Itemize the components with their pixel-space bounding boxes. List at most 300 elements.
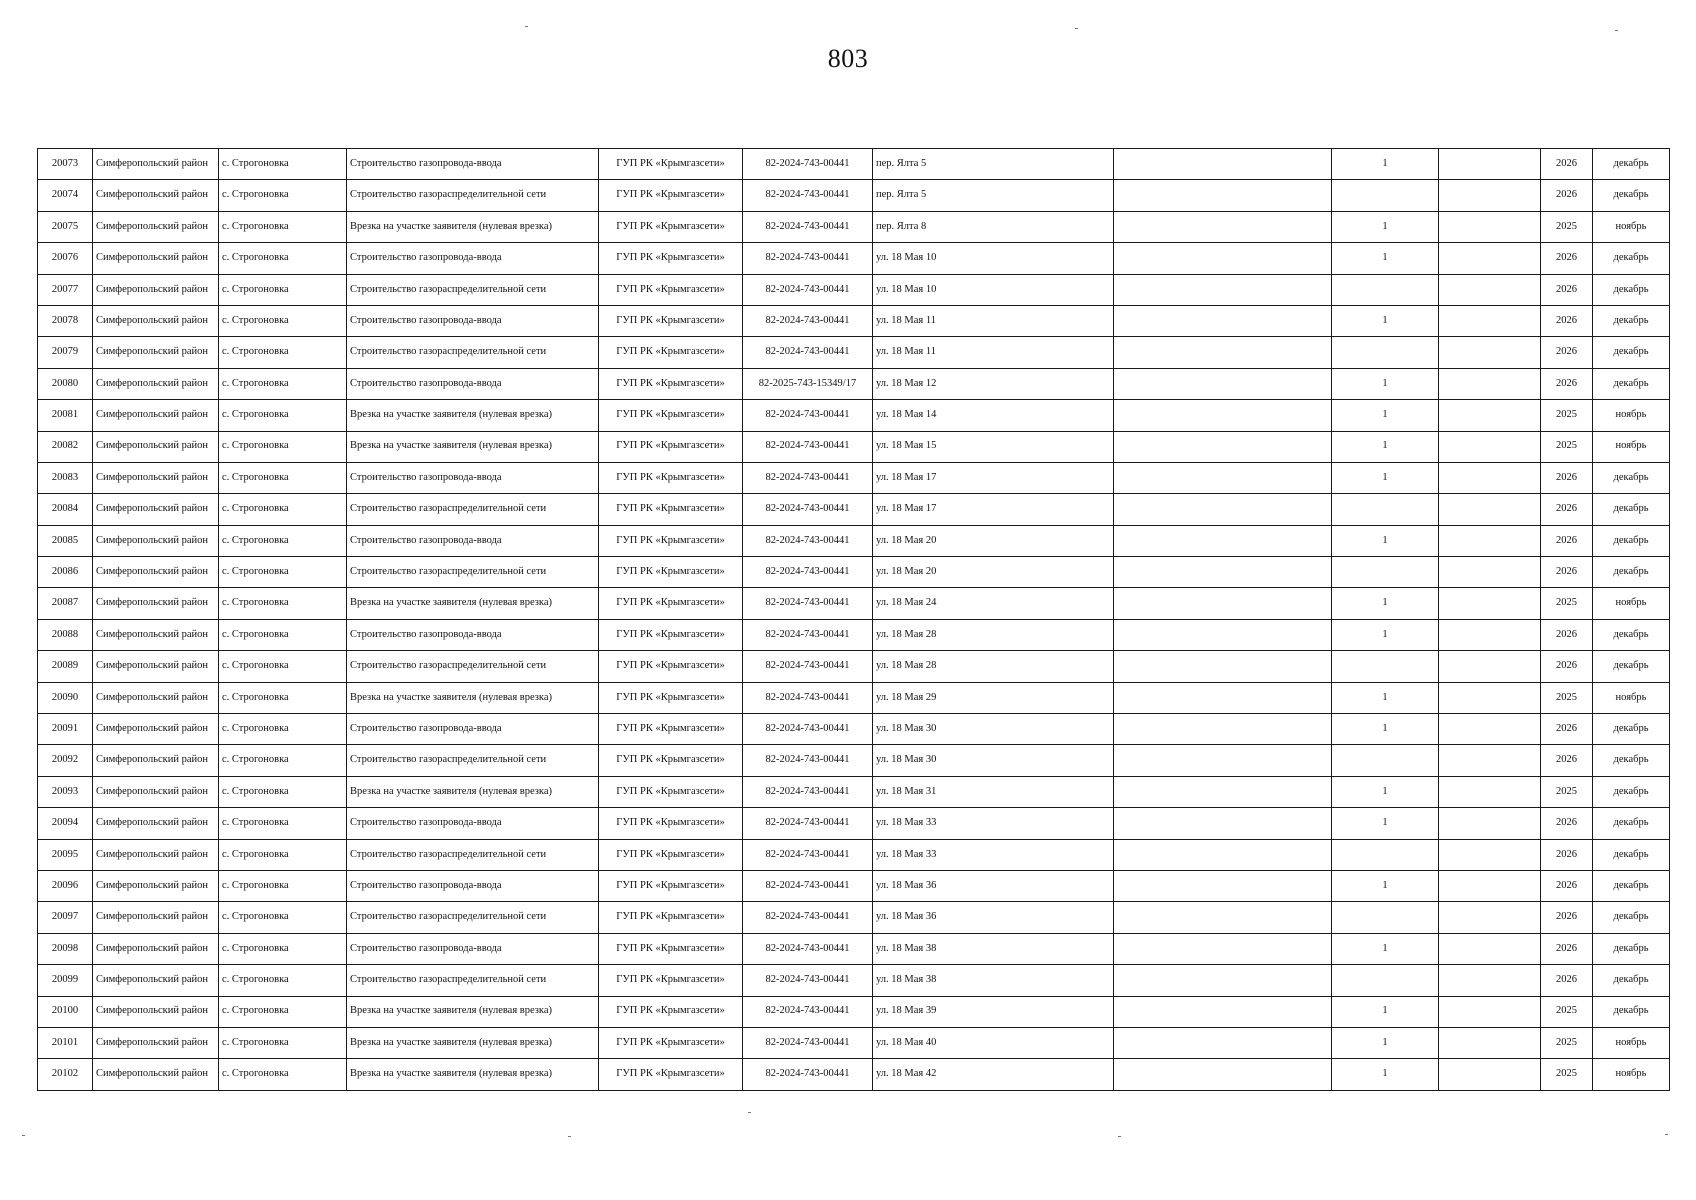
row-number: 20093: [38, 776, 93, 807]
address-cell: ул. 18 Мая 10: [873, 274, 1114, 305]
district-cell: Симферопольский район: [93, 462, 219, 493]
permit-number-cell: 82-2024-743-00441: [743, 149, 873, 180]
table-row: [38, 337, 1670, 368]
permit-number-cell: 82-2024-743-00441: [743, 1027, 873, 1058]
organization-cell: ГУП РК «Крымгазсети»: [599, 525, 743, 556]
permit-number-cell: 82-2025-743-15349/17: [743, 368, 873, 399]
month-cell: ноябрь: [1593, 431, 1670, 462]
quantity-cell: [1332, 839, 1439, 870]
organization-cell: ГУП РК «Крымгазсети»: [599, 588, 743, 619]
month-cell: декабрь: [1593, 337, 1670, 368]
locality-cell: с. Строгоновка: [219, 243, 347, 274]
empty-cell: [1114, 651, 1332, 682]
table-row: [38, 400, 1670, 431]
district-cell: Симферопольский район: [93, 1059, 219, 1090]
permit-number-cell: 82-2024-743-00441: [743, 462, 873, 493]
year-cell: 2026: [1541, 462, 1593, 493]
year-cell: 2025: [1541, 682, 1593, 713]
year-cell: 2026: [1541, 619, 1593, 650]
quantity-cell: 1: [1332, 431, 1439, 462]
organization-cell: ГУП РК «Крымгазсети»: [599, 211, 743, 242]
district-cell: Симферопольский район: [93, 776, 219, 807]
work-type-cell: Врезка на участке заявителя (нулевая врезка): [347, 776, 599, 807]
empty-cell: [1114, 431, 1332, 462]
table-row: [38, 808, 1670, 839]
table-row: [38, 462, 1670, 493]
empty-cell: [1114, 494, 1332, 525]
district-cell: Симферопольский район: [93, 431, 219, 462]
work-type-cell: Строительство газораспределительной сети: [347, 902, 599, 933]
quantity-cell: 1: [1332, 808, 1439, 839]
month-cell: декабрь: [1593, 243, 1670, 274]
address-cell: ул. 18 Мая 17: [873, 494, 1114, 525]
empty-cell: [1439, 902, 1541, 933]
quantity-cell: [1332, 180, 1439, 211]
district-cell: Симферопольский район: [93, 933, 219, 964]
permit-number-cell: 82-2024-743-00441: [743, 243, 873, 274]
year-cell: 2026: [1541, 149, 1593, 180]
quantity-cell: 1: [1332, 1059, 1439, 1090]
month-cell: ноябрь: [1593, 1027, 1670, 1058]
row-number: 20097: [38, 902, 93, 933]
work-type-cell: Врезка на участке заявителя (нулевая врезка): [347, 1059, 599, 1090]
district-cell: Симферопольский район: [93, 714, 219, 745]
table-row: [38, 714, 1670, 745]
locality-cell: с. Строгоновка: [219, 180, 347, 211]
district-cell: Симферопольский район: [93, 808, 219, 839]
address-cell: ул. 18 Мая 33: [873, 808, 1114, 839]
organization-cell: ГУП РК «Крымгазсети»: [599, 557, 743, 588]
scan-speck: [568, 1136, 571, 1137]
empty-cell: [1114, 745, 1332, 776]
address-cell: ул. 18 Мая 38: [873, 933, 1114, 964]
district-cell: Симферопольский район: [93, 400, 219, 431]
locality-cell: с. Строгоновка: [219, 588, 347, 619]
year-cell: 2026: [1541, 180, 1593, 211]
organization-cell: ГУП РК «Крымгазсети»: [599, 933, 743, 964]
locality-cell: с. Строгоновка: [219, 902, 347, 933]
locality-cell: с. Строгоновка: [219, 211, 347, 242]
year-cell: 2025: [1541, 588, 1593, 619]
permit-number-cell: 82-2024-743-00441: [743, 1059, 873, 1090]
row-number: 20076: [38, 243, 93, 274]
empty-cell: [1114, 933, 1332, 964]
permit-number-cell: 82-2024-743-00441: [743, 211, 873, 242]
district-cell: Симферопольский район: [93, 1027, 219, 1058]
empty-cell: [1439, 588, 1541, 619]
scan-speck: [1118, 1136, 1121, 1137]
scan-speck: [1075, 28, 1078, 29]
quantity-cell: [1332, 902, 1439, 933]
row-number: 20080: [38, 368, 93, 399]
quantity-cell: 1: [1332, 870, 1439, 901]
permit-number-cell: 82-2024-743-00441: [743, 965, 873, 996]
district-cell: Симферопольский район: [93, 305, 219, 336]
month-cell: декабрь: [1593, 368, 1670, 399]
district-cell: Симферопольский район: [93, 557, 219, 588]
month-cell: декабрь: [1593, 902, 1670, 933]
empty-cell: [1114, 808, 1332, 839]
organization-cell: ГУП РК «Крымгазсети»: [599, 368, 743, 399]
row-number: 20085: [38, 525, 93, 556]
work-type-cell: Врезка на участке заявителя (нулевая врезка): [347, 682, 599, 713]
quantity-cell: 1: [1332, 243, 1439, 274]
work-type-cell: Строительство газораспределительной сети: [347, 839, 599, 870]
month-cell: декабрь: [1593, 557, 1670, 588]
locality-cell: с. Строгоновка: [219, 1027, 347, 1058]
work-type-cell: Строительство газораспределительной сети: [347, 745, 599, 776]
year-cell: 2026: [1541, 337, 1593, 368]
year-cell: 2026: [1541, 870, 1593, 901]
table-row: [38, 1027, 1670, 1058]
locality-cell: с. Строгоновка: [219, 274, 347, 305]
month-cell: декабрь: [1593, 619, 1670, 650]
permit-number-cell: 82-2024-743-00441: [743, 431, 873, 462]
empty-cell: [1439, 651, 1541, 682]
permit-number-cell: 82-2024-743-00441: [743, 870, 873, 901]
row-number: 20078: [38, 305, 93, 336]
work-type-cell: Строительство газораспределительной сети: [347, 180, 599, 211]
locality-cell: с. Строгоновка: [219, 776, 347, 807]
month-cell: декабрь: [1593, 462, 1670, 493]
organization-cell: ГУП РК «Крымгазсети»: [599, 1059, 743, 1090]
address-cell: ул. 18 Мая 10: [873, 243, 1114, 274]
district-cell: Симферопольский район: [93, 682, 219, 713]
locality-cell: с. Строгоновка: [219, 337, 347, 368]
quantity-cell: 1: [1332, 149, 1439, 180]
table-row: [38, 651, 1670, 682]
permit-number-cell: 82-2024-743-00441: [743, 933, 873, 964]
table-row: [38, 180, 1670, 211]
empty-cell: [1114, 525, 1332, 556]
scan-speck: [1615, 30, 1618, 31]
table-row: [38, 776, 1670, 807]
empty-cell: [1439, 368, 1541, 399]
address-cell: ул. 18 Мая 31: [873, 776, 1114, 807]
month-cell: декабрь: [1593, 651, 1670, 682]
table-row: [38, 902, 1670, 933]
empty-cell: [1439, 619, 1541, 650]
year-cell: 2026: [1541, 243, 1593, 274]
month-cell: ноябрь: [1593, 588, 1670, 619]
empty-cell: [1439, 149, 1541, 180]
permit-number-cell: 82-2024-743-00441: [743, 400, 873, 431]
locality-cell: с. Строгоновка: [219, 494, 347, 525]
table-row: [38, 588, 1670, 619]
table-body: [38, 149, 1670, 1091]
quantity-cell: 1: [1332, 588, 1439, 619]
empty-cell: [1439, 870, 1541, 901]
permit-number-cell: 82-2024-743-00441: [743, 714, 873, 745]
address-cell: пер. Ялта 5: [873, 180, 1114, 211]
quantity-cell: 1: [1332, 619, 1439, 650]
table-row: [38, 870, 1670, 901]
table-row: [38, 745, 1670, 776]
locality-cell: с. Строгоновка: [219, 149, 347, 180]
scan-speck: [1665, 1134, 1668, 1135]
permit-number-cell: 82-2024-743-00441: [743, 525, 873, 556]
district-cell: Симферопольский район: [93, 211, 219, 242]
empty-cell: [1439, 933, 1541, 964]
empty-cell: [1114, 714, 1332, 745]
table-row: [38, 557, 1670, 588]
permit-number-cell: 82-2024-743-00441: [743, 776, 873, 807]
table-row: [38, 243, 1670, 274]
address-cell: ул. 18 Мая 28: [873, 619, 1114, 650]
row-number: 20090: [38, 682, 93, 713]
month-cell: ноябрь: [1593, 1059, 1670, 1090]
address-cell: ул. 18 Мая 20: [873, 525, 1114, 556]
permit-number-cell: 82-2024-743-00441: [743, 305, 873, 336]
district-cell: Симферопольский район: [93, 965, 219, 996]
row-number: 20099: [38, 965, 93, 996]
work-type-cell: Строительство газопровода-ввода: [347, 933, 599, 964]
organization-cell: ГУП РК «Крымгазсети»: [599, 149, 743, 180]
address-cell: ул. 18 Мая 36: [873, 902, 1114, 933]
month-cell: декабрь: [1593, 525, 1670, 556]
empty-cell: [1114, 400, 1332, 431]
empty-cell: [1114, 996, 1332, 1027]
row-number: 20096: [38, 870, 93, 901]
address-cell: ул. 18 Мая 29: [873, 682, 1114, 713]
empty-cell: [1439, 996, 1541, 1027]
empty-cell: [1114, 211, 1332, 242]
month-cell: ноябрь: [1593, 211, 1670, 242]
district-cell: Симферопольский район: [93, 494, 219, 525]
empty-cell: [1439, 1059, 1541, 1090]
empty-cell: [1114, 305, 1332, 336]
district-cell: Симферопольский район: [93, 651, 219, 682]
organization-cell: ГУП РК «Крымгазсети»: [599, 776, 743, 807]
year-cell: 2026: [1541, 525, 1593, 556]
year-cell: 2025: [1541, 431, 1593, 462]
locality-cell: с. Строгоновка: [219, 808, 347, 839]
quantity-cell: [1332, 274, 1439, 305]
quantity-cell: 1: [1332, 525, 1439, 556]
row-number: 20074: [38, 180, 93, 211]
row-number: 20100: [38, 996, 93, 1027]
quantity-cell: 1: [1332, 400, 1439, 431]
quantity-cell: 1: [1332, 714, 1439, 745]
work-type-cell: Врезка на участке заявителя (нулевая врезка): [347, 588, 599, 619]
locality-cell: с. Строгоновка: [219, 1059, 347, 1090]
quantity-cell: 1: [1332, 211, 1439, 242]
locality-cell: с. Строгоновка: [219, 368, 347, 399]
year-cell: 2026: [1541, 494, 1593, 525]
table-row: [38, 149, 1670, 180]
organization-cell: ГУП РК «Крымгазсети»: [599, 400, 743, 431]
row-number: 20081: [38, 400, 93, 431]
work-type-cell: Строительство газопровода-ввода: [347, 870, 599, 901]
empty-cell: [1439, 243, 1541, 274]
empty-cell: [1114, 1059, 1332, 1090]
organization-cell: ГУП РК «Крымгазсети»: [599, 494, 743, 525]
empty-cell: [1114, 462, 1332, 493]
quantity-cell: [1332, 557, 1439, 588]
empty-cell: [1114, 557, 1332, 588]
quantity-cell: [1332, 494, 1439, 525]
empty-cell: [1114, 243, 1332, 274]
empty-cell: [1439, 494, 1541, 525]
scan-speck: [748, 1112, 751, 1113]
empty-cell: [1114, 619, 1332, 650]
work-type-cell: Строительство газопровода-ввода: [347, 462, 599, 493]
table-row: [38, 525, 1670, 556]
year-cell: 2025: [1541, 1027, 1593, 1058]
table-row: [38, 933, 1670, 964]
year-cell: 2025: [1541, 1059, 1593, 1090]
quantity-cell: [1332, 965, 1439, 996]
organization-cell: ГУП РК «Крымгазсети»: [599, 682, 743, 713]
locality-cell: с. Строгоновка: [219, 525, 347, 556]
address-cell: ул. 18 Мая 24: [873, 588, 1114, 619]
empty-cell: [1114, 902, 1332, 933]
locality-cell: с. Строгоновка: [219, 557, 347, 588]
row-number: 20089: [38, 651, 93, 682]
table-row: [38, 431, 1670, 462]
work-type-cell: Строительство газораспределительной сети: [347, 965, 599, 996]
row-number: 20082: [38, 431, 93, 462]
year-cell: 2026: [1541, 651, 1593, 682]
organization-cell: ГУП РК «Крымгазсети»: [599, 180, 743, 211]
organization-cell: ГУП РК «Крымгазсети»: [599, 1027, 743, 1058]
organization-cell: ГУП РК «Крымгазсети»: [599, 431, 743, 462]
empty-cell: [1114, 776, 1332, 807]
month-cell: декабрь: [1593, 808, 1670, 839]
locality-cell: с. Строгоновка: [219, 839, 347, 870]
work-type-cell: Строительство газопровода-ввода: [347, 368, 599, 399]
month-cell: декабрь: [1593, 494, 1670, 525]
address-cell: ул. 18 Мая 20: [873, 557, 1114, 588]
empty-cell: [1439, 525, 1541, 556]
district-cell: Симферопольский район: [93, 902, 219, 933]
district-cell: Симферопольский район: [93, 619, 219, 650]
row-number: 20079: [38, 337, 93, 368]
quantity-cell: 1: [1332, 682, 1439, 713]
year-cell: 2026: [1541, 745, 1593, 776]
quantity-cell: [1332, 337, 1439, 368]
work-type-cell: Строительство газораспределительной сети: [347, 557, 599, 588]
address-cell: ул. 18 Мая 12: [873, 368, 1114, 399]
address-cell: ул. 18 Мая 28: [873, 651, 1114, 682]
locality-cell: с. Строгоновка: [219, 682, 347, 713]
table-row: [38, 494, 1670, 525]
locality-cell: с. Строгоновка: [219, 619, 347, 650]
year-cell: 2025: [1541, 400, 1593, 431]
permit-number-cell: 82-2024-743-00441: [743, 651, 873, 682]
year-cell: 2026: [1541, 305, 1593, 336]
locality-cell: с. Строгоновка: [219, 870, 347, 901]
year-cell: 2025: [1541, 211, 1593, 242]
work-type-cell: Врезка на участке заявителя (нулевая врезка): [347, 996, 599, 1027]
organization-cell: ГУП РК «Крымгазсети»: [599, 965, 743, 996]
row-number: 20095: [38, 839, 93, 870]
district-cell: Симферопольский район: [93, 243, 219, 274]
empty-cell: [1439, 714, 1541, 745]
row-number: 20102: [38, 1059, 93, 1090]
organization-cell: ГУП РК «Крымгазсети»: [599, 462, 743, 493]
district-cell: Симферопольский район: [93, 337, 219, 368]
table-row: [38, 839, 1670, 870]
work-type-cell: Строительство газораспределительной сети: [347, 651, 599, 682]
district-cell: Симферопольский район: [93, 870, 219, 901]
scan-speck: [525, 26, 528, 27]
address-cell: ул. 18 Мая 15: [873, 431, 1114, 462]
address-cell: ул. 18 Мая 17: [873, 462, 1114, 493]
month-cell: декабрь: [1593, 776, 1670, 807]
organization-cell: ГУП РК «Крымгазсети»: [599, 651, 743, 682]
quantity-cell: 1: [1332, 1027, 1439, 1058]
month-cell: декабрь: [1593, 839, 1670, 870]
empty-cell: [1439, 682, 1541, 713]
row-number: 20086: [38, 557, 93, 588]
month-cell: декабрь: [1593, 305, 1670, 336]
work-type-cell: Строительство газопровода-ввода: [347, 525, 599, 556]
quantity-cell: 1: [1332, 305, 1439, 336]
permit-number-cell: 82-2024-743-00441: [743, 996, 873, 1027]
year-cell: 2025: [1541, 776, 1593, 807]
district-cell: Симферопольский район: [93, 274, 219, 305]
locality-cell: с. Строгоновка: [219, 431, 347, 462]
table-row: [38, 368, 1670, 399]
gas-works-table: [37, 148, 1670, 1091]
address-cell: ул. 18 Мая 30: [873, 714, 1114, 745]
district-cell: Симферопольский район: [93, 996, 219, 1027]
row-number: 20092: [38, 745, 93, 776]
district-cell: Симферопольский район: [93, 839, 219, 870]
address-cell: ул. 18 Мая 38: [873, 965, 1114, 996]
year-cell: 2026: [1541, 808, 1593, 839]
permit-number-cell: 82-2024-743-00441: [743, 619, 873, 650]
empty-cell: [1114, 839, 1332, 870]
row-number: 20088: [38, 619, 93, 650]
permit-number-cell: 82-2024-743-00441: [743, 337, 873, 368]
locality-cell: с. Строгоновка: [219, 933, 347, 964]
empty-cell: [1439, 1027, 1541, 1058]
address-cell: ул. 18 Мая 30: [873, 745, 1114, 776]
empty-cell: [1114, 337, 1332, 368]
locality-cell: с. Строгоновка: [219, 651, 347, 682]
locality-cell: с. Строгоновка: [219, 965, 347, 996]
month-cell: декабрь: [1593, 870, 1670, 901]
work-type-cell: Строительство газораспределительной сети: [347, 274, 599, 305]
empty-cell: [1439, 776, 1541, 807]
row-number: 20098: [38, 933, 93, 964]
address-cell: ул. 18 Мая 42: [873, 1059, 1114, 1090]
row-number: 20073: [38, 149, 93, 180]
year-cell: 2026: [1541, 368, 1593, 399]
permit-number-cell: 82-2024-743-00441: [743, 557, 873, 588]
organization-cell: ГУП РК «Крымгазсети»: [599, 619, 743, 650]
work-type-cell: Строительство газопровода-ввода: [347, 149, 599, 180]
table-row: [38, 274, 1670, 305]
month-cell: ноябрь: [1593, 400, 1670, 431]
locality-cell: с. Строгоновка: [219, 714, 347, 745]
empty-cell: [1439, 337, 1541, 368]
month-cell: декабрь: [1593, 149, 1670, 180]
organization-cell: ГУП РК «Крымгазсети»: [599, 305, 743, 336]
district-cell: Симферопольский район: [93, 180, 219, 211]
empty-cell: [1439, 808, 1541, 839]
quantity-cell: [1332, 651, 1439, 682]
address-cell: ул. 18 Мая 39: [873, 996, 1114, 1027]
organization-cell: ГУП РК «Крымгазсети»: [599, 243, 743, 274]
permit-number-cell: 82-2024-743-00441: [743, 180, 873, 211]
year-cell: 2025: [1541, 996, 1593, 1027]
quantity-cell: 1: [1332, 368, 1439, 399]
table-row: [38, 619, 1670, 650]
table-row: [38, 211, 1670, 242]
